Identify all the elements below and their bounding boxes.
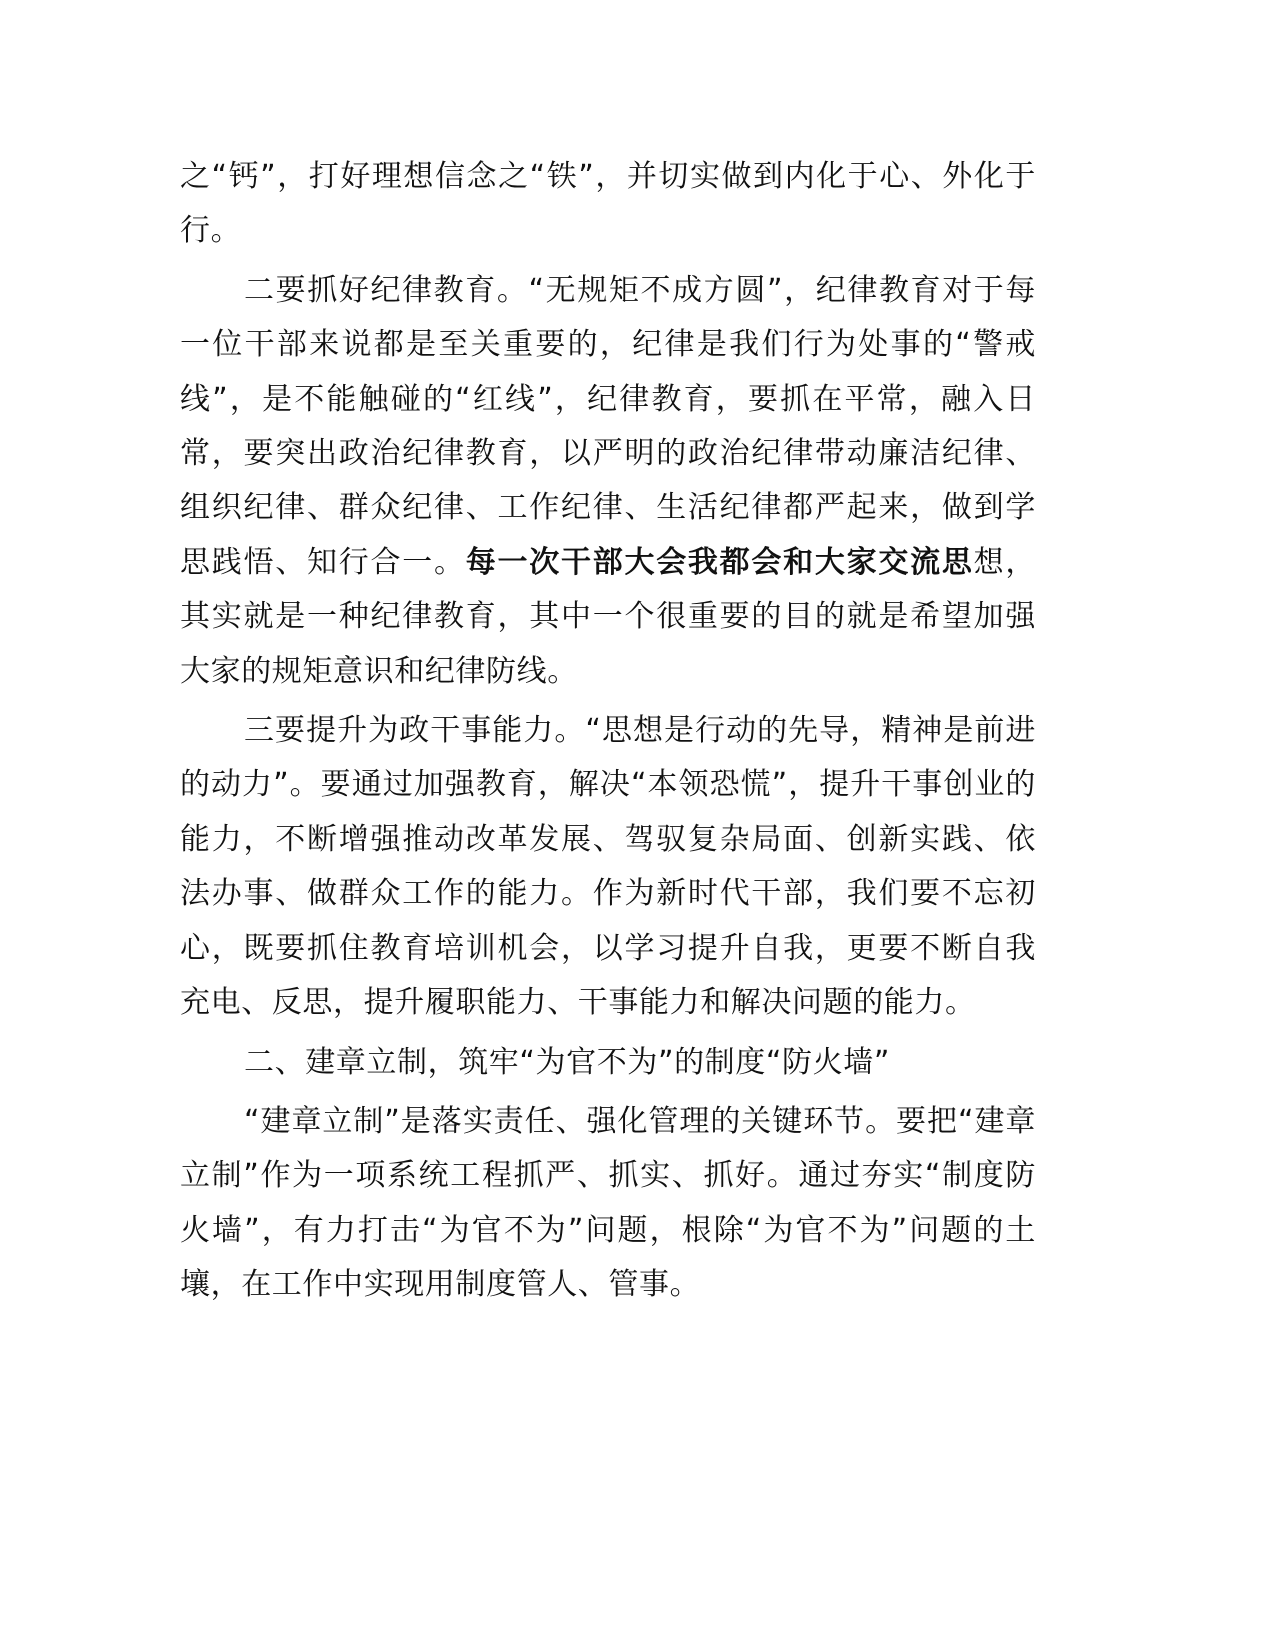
paragraph-text-run: 二要抓好纪律教育。“无规矩不成方圆”，纪律教育对于每一位干部来说都是至关重要的，纪律是我们行为处事的“警戒线”，是不能触碰的“红线”，纪律教育，要抓在平常，融入日常，要突出政治纪律教育，以严明的政治纪律带动廉洁纪律、组织纪律、群众纪律、工作纪律、生活纪律都严起来，做到学思践悟、知行合一。	[180, 272, 1036, 580]
paragraph-bold-run: 每一次干部大会我都会和大家交流思	[465, 544, 974, 580]
paragraph-continuation: 之“钙”，打好理想信念之“铁”，并切实做到内化于心、外化于行。	[180, 159, 1036, 249]
paragraph-capability: 三要提升为政干事能力。“思想是行动的先导，精神是前进的动力”。要通过加强教育，解决“本领恐慌”，提升干事创业的能力，不断增强推动改革发展、驾驭复杂局面、创新实践、依法办事、做群众工作的能力。作为新时代干部，我们要不忘初心，既要抓住教育培训机会，以学习提升自我，更要不断自我充电、反思，提升履职能力、干事能力和解决问题的能力。	[180, 713, 1036, 1021]
paragraph-institution-building: “建章立制”是落实责任、强化管理的关键环节。要把“建章立制”作为一项系统工程抓严、抓实、抓好。通过夯实“制度防火墙”，有力打击“为官不为”问题，根除“为官不为”问题的土壤，在工作中实现用制度管人、管事。	[180, 1103, 1036, 1303]
section-heading: 二、建章立制，筑牢“为官不为”的制度“防火墙”	[244, 1044, 890, 1080]
paragraph-discipline-education	[180, 264, 1036, 699]
document-body	[180, 150, 1036, 1318]
paragraph-text-run: 想，其实就是一种纪律教育，其中一个很重要的目的就是希望加强大家的规矩意识和纪律防线。	[180, 544, 1037, 689]
